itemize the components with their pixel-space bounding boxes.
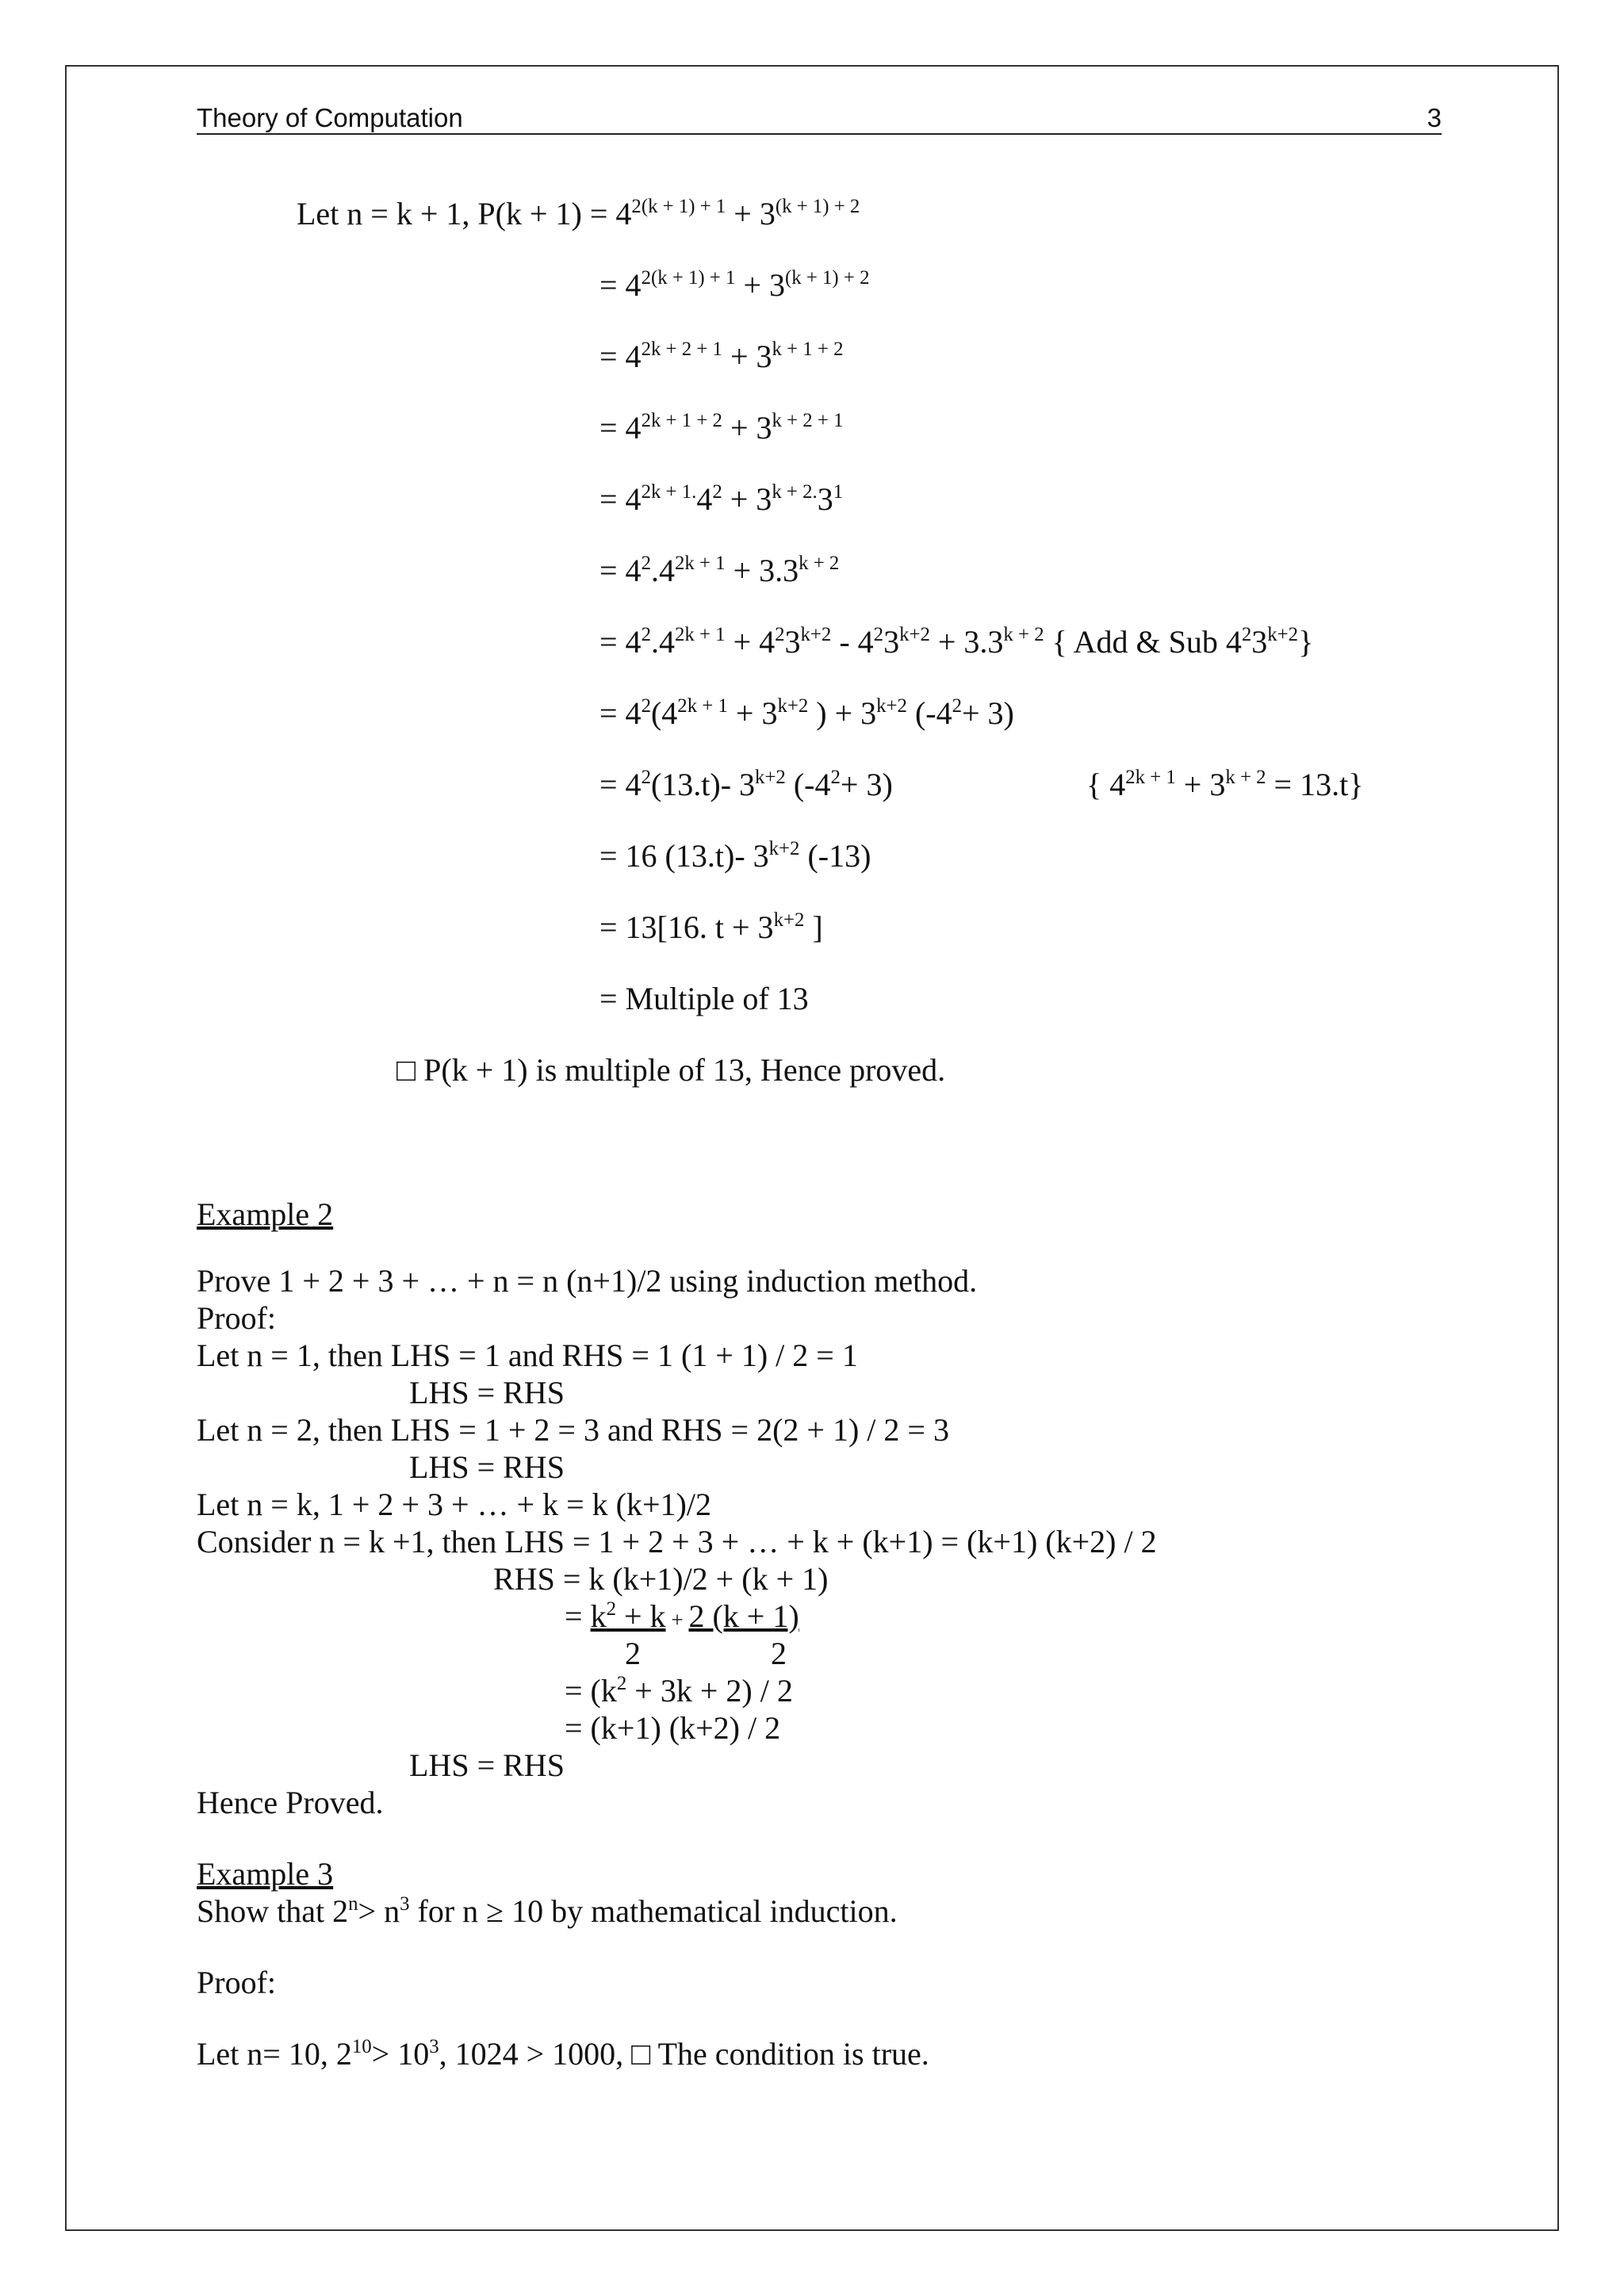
derivation-conclusion: □ P(k + 1) is multiple of 13, Hence proved. — [396, 1052, 946, 1088]
derivation-line-2: = $4^{2k + 2 + 1} + 3^{k + 1 + 2}$ — [599, 338, 844, 374]
derivation-line-1: = $4^{2(k + 1) + 1} + 3^{(k + 1) + 2}$ — [599, 266, 870, 303]
page-header — [197, 98, 1442, 135]
derivation-note: { $4^{2k + 1} + 3^{k + 2} = 13.t$} — [1086, 766, 1364, 802]
example-3-statement: Show that $2^n> n^3$ for n ≥ 10 by mathematical induction. — [197, 1892, 898, 1929]
example-3-heading: Example 3 — [197, 1856, 334, 1892]
example-2-line-3: Let n = 2, then LHS = 1 + 2 = 3 and RHS = 2(2 + 1) / 2 = 3 — [197, 1412, 949, 1448]
derivation-line-0: Let n = k + 1, $P(k + 1) = 4^{2(k + 1) + 1} + 3^{(k + 1) + 2}$ — [297, 195, 860, 232]
example-3-proof-label: Proof: — [197, 1965, 276, 2000]
example-2-line-7: RHS = k (k+1)/2 + (k + 1) — [493, 1561, 829, 1597]
example-3-line-1: Let n= 10, $2^{10}> 10^3$, 1024 > 1000, □ The condition is true. — [197, 2035, 929, 2072]
example-2-line-12: LHS = RHS — [409, 1747, 565, 1783]
derivation-line-6: = $4^2.4^{2k + 1} + 4^23^{k+2} - 4^23^{k+2} + 3.3^{k + 2}$ { Add & Sub $4^23^{k+2}$} — [599, 623, 1314, 660]
derivation-line-9: = 16 (13.t)- $3^{k+2}$ (-13) — [599, 837, 871, 874]
example-2-line-4: LHS = RHS — [409, 1449, 565, 1485]
page-number: 3 — [1427, 103, 1442, 132]
derivation-line-4: = $4^{2k + 1.}4^2 + 3^{k + 2.}3^1$ — [599, 480, 844, 517]
example-2-fraction-numerators: = $k^2 + k + 2$ (k + 1) — [565, 1598, 799, 1634]
example-2-statement: Prove 1 + 2 + 3 + … + n = n (n+1)/2 using induction method. — [197, 1263, 978, 1299]
derivation-line-8: = $4^2(13.t)-$ $3^{k+2}$ $(-4^2+ 3)$ — [599, 766, 893, 802]
example-2-line-6: Consider n = k +1, then LHS = 1 + 2 + 3 + … + k + (k+1) = (k+1) (k+2) / 2 — [197, 1524, 1157, 1559]
example-2-fraction-denominator-2: 2 — [771, 1636, 787, 1671]
derivation-line-11: = Multiple of 13 — [599, 981, 809, 1016]
example-2-proof-label: Proof: — [197, 1300, 276, 1336]
example-2-conclusion: Hence Proved. — [197, 1785, 384, 1820]
example-2-heading: Example 2 — [197, 1196, 334, 1232]
header-title: Theory of Computation — [197, 103, 463, 132]
example-2-fraction-denominator-1: 2 — [625, 1636, 641, 1671]
derivation-line-7: = $4^2(4^{2k + 1} + 3^{k+2}$ ) + $3^{k+2}$ $(-4^2+ 3)$ — [599, 695, 1014, 731]
example-2-line-5: Let n = k, 1 + 2 + 3 + … + k = k (k+1)/2 — [197, 1487, 711, 1522]
derivation-line-5: = $4^2.4^{2k + 1} + 3.3^{k + 2}$ — [599, 552, 840, 588]
example-2-line-1: Let n = 1, then LHS = 1 and RHS = 1 (1 + 1) / 2 = 1 — [197, 1337, 858, 1373]
example-2-line-11: = (k+1) (k+2) / 2 — [565, 1710, 781, 1746]
derivation-line-10: = 13[16. $t + 3^{k+2}$ ] — [599, 909, 823, 945]
derivation-line-3: = $4^{2k + 1 + 2} + 3^{k + 2 + 1}$ — [599, 409, 844, 446]
example-2-line-2: LHS = RHS — [409, 1375, 565, 1410]
example-2-line-10: = $(k^2 + 3k + 2) / 2$ — [565, 1672, 793, 1709]
